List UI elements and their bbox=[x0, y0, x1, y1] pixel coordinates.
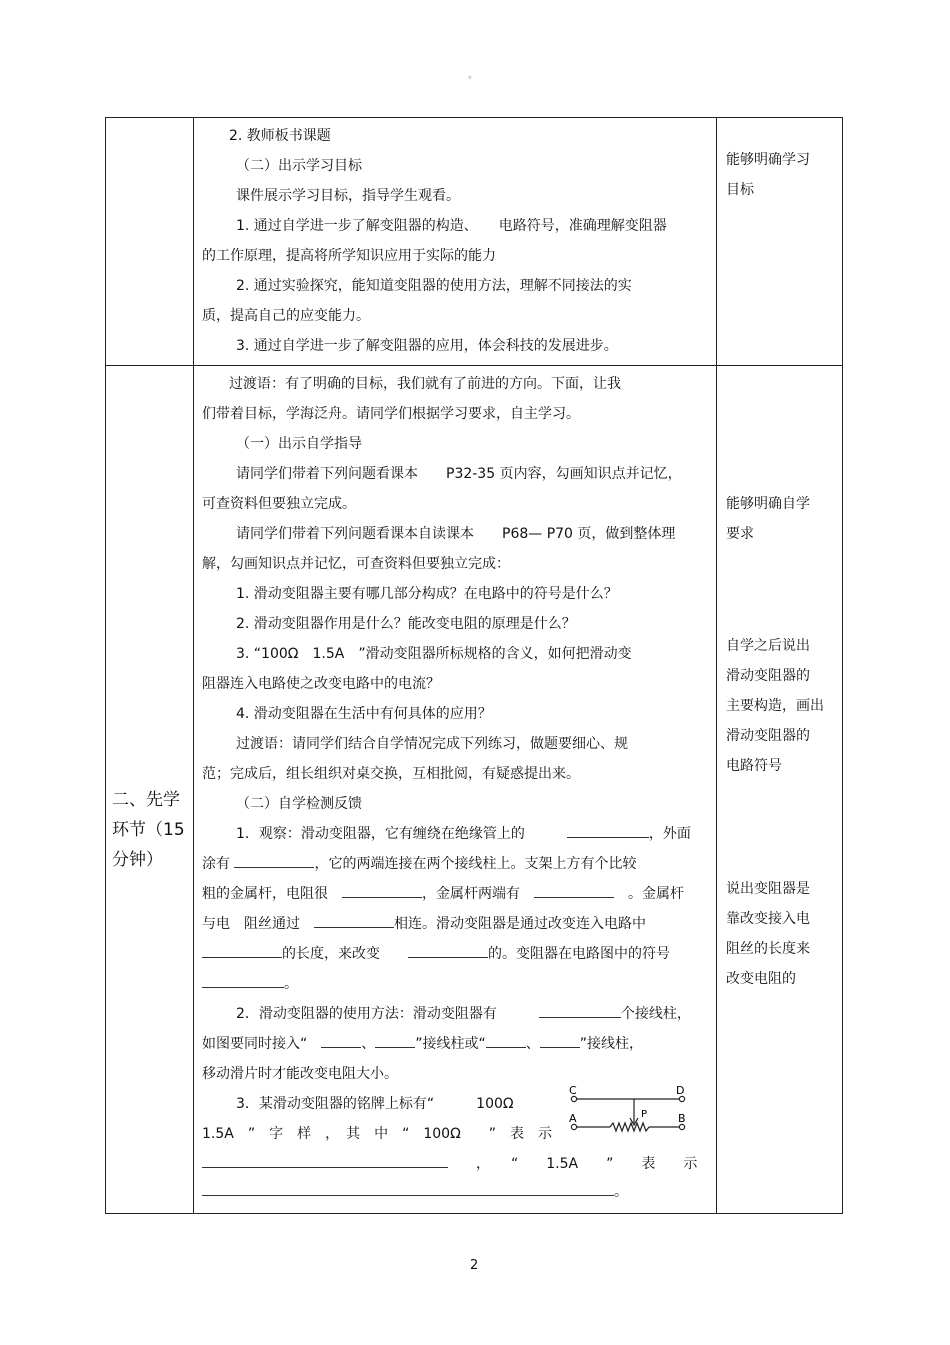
answer-blank[interactable] bbox=[567, 821, 649, 838]
page-number: 2 bbox=[470, 1258, 479, 1273]
note-text bbox=[717, 631, 830, 781]
exercise-text: 1.5A ” 字 样 ， 其 中 “ 100Ω ” 表 示 bbox=[202, 1126, 553, 1142]
text-line: 过渡语：有了明确的目标，我们就有了前进的方向。下面，让我 bbox=[229, 376, 621, 392]
stage-line: 分钟） bbox=[112, 849, 163, 870]
stage-line: 环节（15 bbox=[112, 819, 185, 840]
terminal-a-label: A bbox=[569, 1112, 577, 1125]
answer-blank[interactable] bbox=[534, 881, 614, 898]
text-line: 请同学们带着下列问题看课本 P32-35 页内容，勾画知识点并记忆， bbox=[236, 466, 682, 482]
note-line: 主要构造，画出 bbox=[726, 698, 824, 714]
answer-blank[interactable] bbox=[486, 1031, 526, 1048]
answer-blank[interactable] bbox=[408, 941, 488, 958]
note-line: 电路符号 bbox=[726, 758, 782, 774]
note-line: 改变电阻的 bbox=[726, 971, 796, 987]
self-study-content bbox=[194, 366, 717, 1214]
terminal-b-label: B bbox=[678, 1112, 686, 1125]
exercise-text: 1．观察：滑动变阻器，它有缠绕在绝缘管上的 bbox=[236, 826, 567, 842]
text-line: 请同学们带着下列问题看课本自读课本 P68— P70 页，做到整体理 bbox=[236, 526, 676, 542]
note-line: 自学之后说出 bbox=[726, 638, 810, 654]
exercise-text: ，外面 bbox=[648, 826, 691, 842]
terminal-c-label: C bbox=[569, 1085, 577, 1097]
exercise-text: 涂有 bbox=[202, 856, 235, 872]
text-line: 阻器连入电路使之改变电路中的电流？ bbox=[202, 676, 440, 692]
text-line: （二）自学检测反馈 bbox=[236, 796, 362, 812]
note-line: 滑动变阻器的 bbox=[726, 668, 810, 684]
exercise-text: 3．某滑动变阻器的铭牌上标有“ 100Ω bbox=[236, 1096, 514, 1112]
note-line: 阻丝的长度来 bbox=[726, 941, 810, 957]
note-line: 要求 bbox=[726, 526, 754, 542]
stage-line: 二、先学 bbox=[112, 789, 180, 810]
answer-blank[interactable] bbox=[342, 881, 422, 898]
text-line: 范；完成后，组长组织对桌交换，互相批阅，有疑惑提出来。 bbox=[202, 766, 580, 782]
exercise-text: 与电 阻丝通过 bbox=[202, 916, 314, 932]
lesson-plan-table bbox=[105, 117, 843, 1214]
exercise-text: ， “ 1.5A ” 表 示 bbox=[448, 1156, 698, 1172]
text-line: 质，提高自己的应变能力。 bbox=[202, 308, 370, 324]
exercise-line bbox=[202, 1179, 708, 1203]
exercise-text: 2．滑动变阻器的使用方法：滑动变阻器有 bbox=[236, 1006, 539, 1022]
exercise-line bbox=[202, 999, 708, 1029]
text-line: 4. 滑动变阻器在生活中有何具体的应用？ bbox=[236, 706, 492, 722]
exercise-text: 的。变阻器在电路图中的符号 bbox=[488, 946, 670, 962]
note-text bbox=[717, 145, 842, 205]
exercise-text: 的长度，来改变 bbox=[282, 946, 408, 962]
answer-blank[interactable] bbox=[234, 851, 314, 868]
text-line: 过渡语：请同学们结合自学情况完成下列练习，做题要细心、规 bbox=[236, 736, 628, 752]
answer-blank[interactable] bbox=[202, 941, 282, 958]
exercise-2 bbox=[202, 999, 708, 1089]
answer-blank[interactable] bbox=[202, 1179, 614, 1196]
text-line: 1. 通过自学进一步了解变阻器的构造、 电路符号，准确理解变阻器 bbox=[236, 218, 667, 234]
text-line: （二）出示学习目标 bbox=[236, 158, 362, 174]
exercise-text: 如图要同时接入“ bbox=[202, 1036, 322, 1052]
exercise-line bbox=[202, 819, 708, 849]
exercise-line bbox=[202, 909, 708, 939]
header-mark: 。 bbox=[468, 70, 478, 81]
exercise-line bbox=[202, 969, 708, 999]
exercise-text: 相连。滑动变阻器是通过改变连入电路中 bbox=[394, 916, 646, 932]
text-line: 2. 滑动变阻器作用是什么？能改变电阻的原理是什么？ bbox=[236, 616, 576, 632]
exercise-text: 。金属杆 bbox=[614, 886, 684, 902]
note-line: 目标 bbox=[726, 182, 754, 198]
terminal-d-label: D bbox=[676, 1085, 685, 1097]
exercise-text: ，它的两端连接在两个接线柱上。支架上方有个比较 bbox=[314, 856, 637, 872]
text-line: 课件展示学习目标，指导学生观看。 bbox=[236, 188, 460, 204]
exercise-line bbox=[202, 849, 708, 879]
note-line: 能够明确自学 bbox=[726, 496, 810, 512]
text-line: 3. 通过自学进一步了解变阻器的应用，体会科技的发展进步。 bbox=[236, 338, 618, 354]
exercise-text: 个接线柱， bbox=[620, 1006, 691, 1022]
exercise-line bbox=[202, 879, 708, 909]
text-line: 1. 滑动变阻器主要有哪几部分构成？在电路中的符号是什么？ bbox=[236, 586, 618, 602]
text-line: 2. 通过实验探究，能知道变阻器的使用方法，理解不同接法的实 bbox=[236, 278, 632, 294]
note-text bbox=[717, 874, 816, 994]
note-line: 说出变阻器是 bbox=[726, 881, 810, 897]
exercise-line bbox=[202, 939, 708, 969]
rheostat-diagram bbox=[566, 1085, 696, 1141]
answer-blank[interactable] bbox=[202, 1151, 448, 1168]
exercise-text: 移动滑片时才能改变电阻大小。 bbox=[202, 1066, 398, 1082]
exercise-text: 。 bbox=[614, 1184, 628, 1200]
exercise-text: ，金属杆两端有 bbox=[422, 886, 534, 902]
stage-cell bbox=[106, 366, 194, 1214]
answer-blank[interactable] bbox=[321, 1031, 361, 1048]
text-line: 的工作原理，提高将所学知识应用于实际的能力 bbox=[202, 248, 496, 264]
slider-p-label: P bbox=[641, 1109, 648, 1120]
exercise-text: ”接线柱或“ bbox=[415, 1036, 486, 1052]
text-line: 3. “100Ω 1.5A ”滑动变阻器所标规格的含义，如何把滑动变 bbox=[236, 646, 632, 662]
exercise-1 bbox=[202, 819, 708, 999]
text-line: 们带着目标，学海泛舟。请同学们根据学习要求，自主学习。 bbox=[202, 406, 580, 422]
text-line: （一）出示自学指导 bbox=[236, 436, 362, 452]
note-text bbox=[717, 489, 816, 549]
exercise-3 bbox=[202, 1085, 708, 1200]
table-row-objectives bbox=[106, 118, 843, 366]
text-line: 解，勾画知识点并记忆，可查资料但要独立完成： bbox=[202, 556, 510, 572]
exercise-text: 、 bbox=[525, 1036, 540, 1052]
text-line: 2. 教师板书课题 bbox=[229, 128, 331, 144]
note-line: 滑动变阻器的 bbox=[726, 728, 810, 744]
exercise-line bbox=[202, 1029, 708, 1059]
note-line: 能够明确学习 bbox=[726, 152, 810, 168]
answer-blank[interactable] bbox=[202, 971, 284, 988]
table-row-self-study bbox=[106, 366, 843, 1214]
note-cell bbox=[717, 118, 843, 366]
exercise-line bbox=[202, 1149, 708, 1179]
answer-blank[interactable] bbox=[539, 1001, 621, 1018]
exercise-text: 。 bbox=[284, 976, 298, 992]
exercise-text: 粗的金属杆，电阻很 bbox=[202, 886, 342, 902]
stage-cell-empty bbox=[106, 118, 194, 366]
answer-blank[interactable] bbox=[375, 1031, 415, 1048]
answer-blank[interactable] bbox=[540, 1031, 580, 1048]
exercise-text: 、 bbox=[361, 1036, 376, 1052]
note-cell bbox=[717, 366, 843, 1214]
objectives-content bbox=[194, 118, 717, 366]
note-line: 靠改变接入电 bbox=[726, 911, 810, 927]
exercise-text: ”接线柱， bbox=[579, 1036, 644, 1052]
text-line: 可查资料但要独立完成。 bbox=[202, 496, 356, 512]
stage-label bbox=[106, 785, 193, 875]
answer-blank[interactable] bbox=[314, 911, 394, 928]
